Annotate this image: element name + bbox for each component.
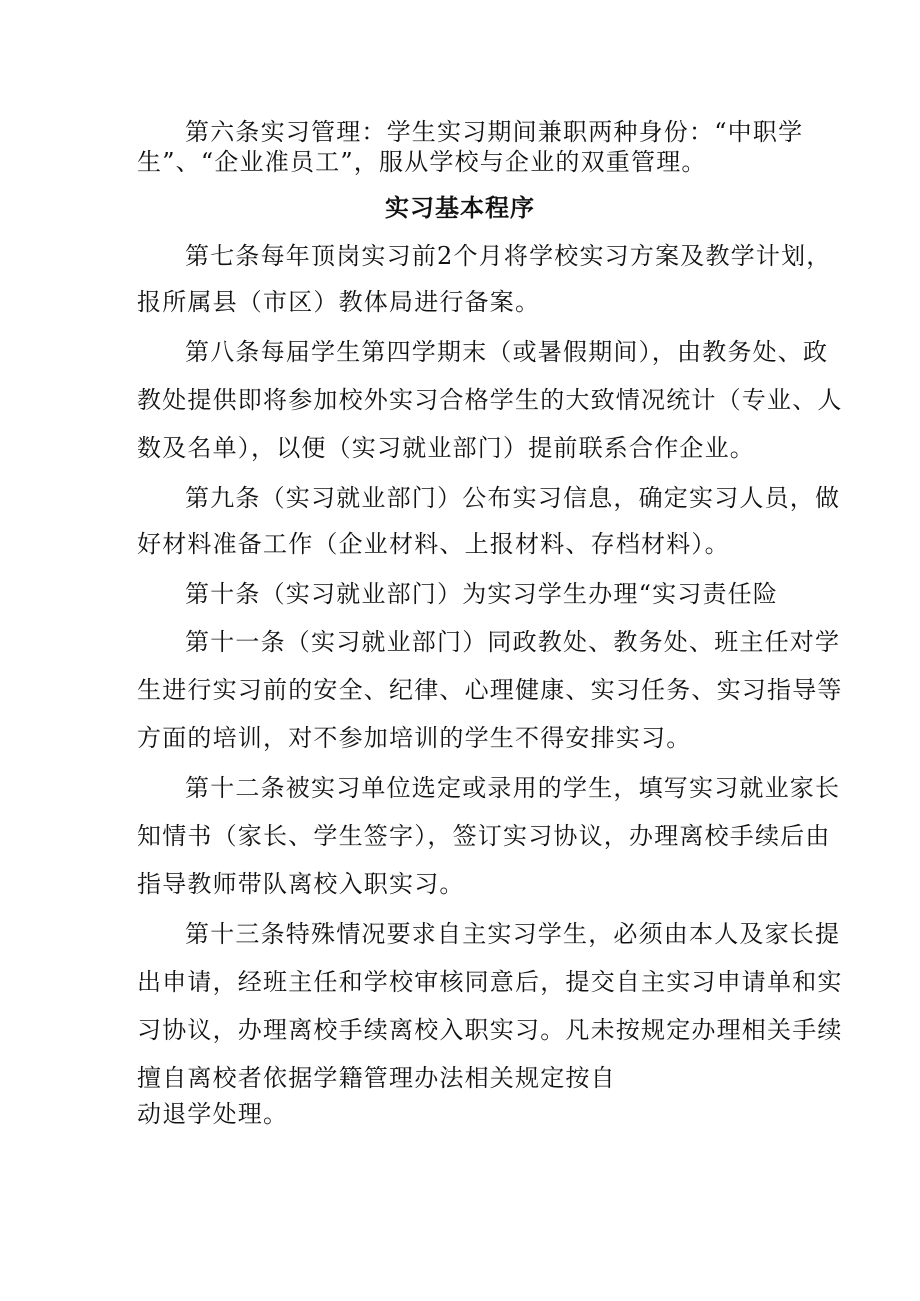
article-13-line-2: 出申请，经班主任和学校审核同意后，提交自主实习申请单和实 [137,968,843,996]
article-8-line-1: 第八条每届学生第四学期末（或暑假期间），由教务处、政 [185,338,829,366]
article-9-line-2: 好材料准备工作（企业材料、上报材料、存档材料）。 [137,530,730,558]
article-9-line-1: 第九条（实习就业部门）公布实习信息，确定实习人员，做 [185,484,841,512]
article-12-line-3: 指导教师带队离校入职实习。 [137,870,465,898]
article-8-line-3: 数及名单），以便（实习就业部门）提前联系合作企业。 [137,434,755,462]
article-13-line-3: 习协议，办理离校手续离校入职实习。凡未按规定办理相关手续 [137,1016,843,1044]
article-13-line-4: 擅自离校者依据学籍管理办法相关规定按自 [137,1064,616,1092]
section-title: 实习基本程序 [385,194,535,222]
article-6-line-1: 第六条实习管理：学生实习期间兼职两种身份：“中职学 [185,118,804,146]
article-11-line-3: 方面的培训，对不参加培训的学生不得安排实习。 [137,724,692,752]
article-11-line-1: 第十一条（实习就业部门）同政教处、教务处、班主任对学 [185,628,841,656]
article-7-line-2: 报所属县（市区）教体局进行备案。 [137,288,541,316]
article-12-line-1: 第十二条被实习单位选定或录用的学生，填写实习就业家长 [185,774,841,802]
article-13-line-5: 动退学处理。 [137,1100,289,1128]
article-11-line-2: 生进行实习前的安全、纪律、心理健康、实习任务、实习指导等 [137,676,843,704]
article-12-line-2: 知情书（家长、学生签字），签订实习协议，办理离校手续后由 [137,822,831,850]
article-10-line-1: 第十条（实习就业部门）为实习学生办理“实习责任险 [185,580,779,608]
article-8-line-2: 教处提供即将参加校外实习合格学生的大致情况统计（专业、人 [137,386,843,414]
article-13-line-1: 第十三条特殊情况要求自主实习学生，必须由本人及家长提 [185,920,841,948]
article-7-line-1: 第七条每年顶岗实习前2个月将学校实习方案及教学计划， [185,242,832,270]
article-6-line-2: 生”、“企业准员工”，服从学校与企业的双重管理。 [137,148,707,176]
